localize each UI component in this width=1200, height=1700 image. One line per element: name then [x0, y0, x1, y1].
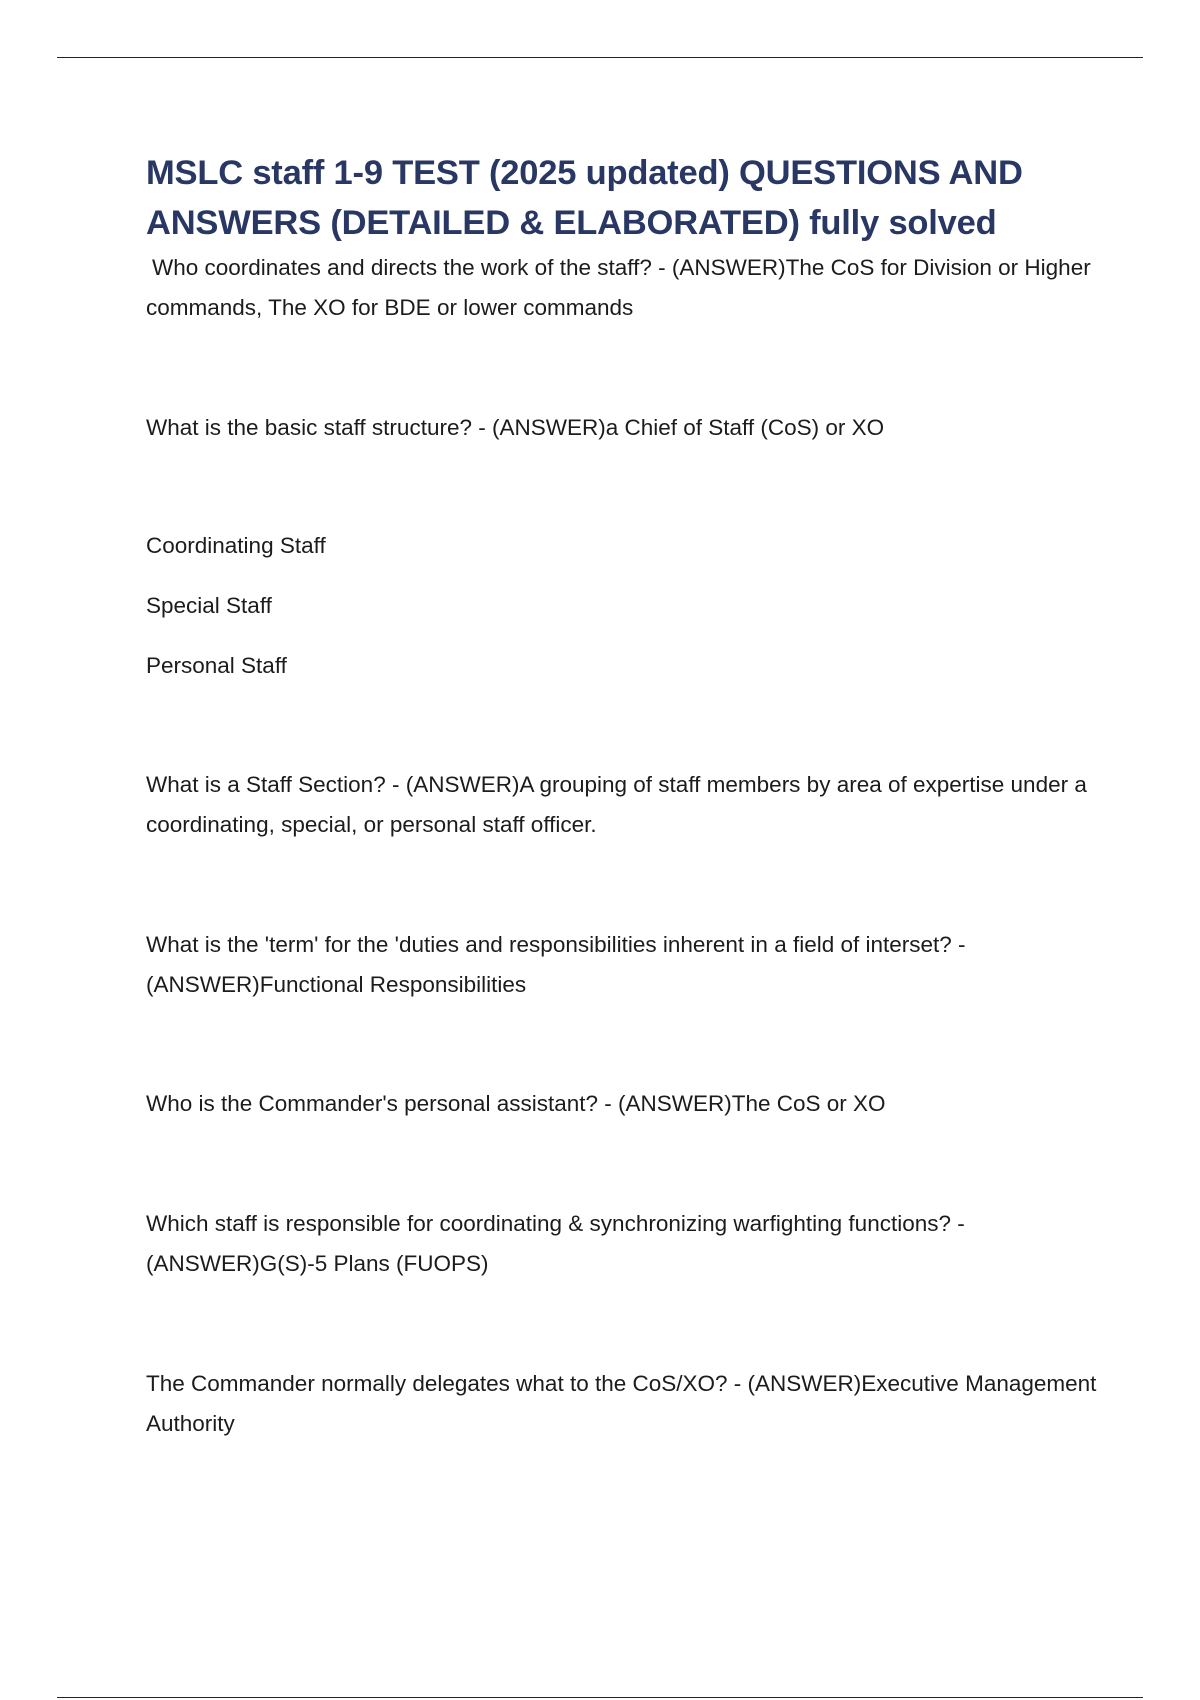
qa-item-7: The Commander normally delegates what to the CoS/XO? - (ANSWER)Executive Management Authority: [146, 1371, 1097, 1436]
qa-item-5: Who is the Commander's personal assistant? - (ANSWER)The CoS or XO: [146, 1091, 886, 1116]
footer-rule: [57, 1697, 1143, 1698]
staff-list: [146, 526, 1106, 686]
document-title: MSLC staff 1-9 TEST (2025 updated) QUESTIONS AND ANSWERS (DETAILED & ELABORATED) fully solved: [146, 154, 1023, 242]
qa-item-1: Who coordinates and directs the work of the staff? - (ANSWER)The CoS for Division or Higher commands, The XO for BDE or lower commands: [146, 255, 1091, 320]
qa-item-3: What is a Staff Section? - (ANSWER)A grouping of staff members by area of expertise under a coordinating, special, or personal staff officer.: [146, 772, 1087, 837]
document-body: [146, 148, 1106, 1444]
qa-item-4: What is the 'term' for the 'duties and responsibilities inherent in a field of interset? - (ANSWER)Functional Responsibilities: [146, 932, 966, 997]
qa-item-6: Which staff is responsible for coordinating & synchronizing warfighting functions? - (ANSWER)G(S)-5 Plans (FUOPS): [146, 1211, 965, 1276]
qa-item-2: What is the basic staff structure? - (ANSWER)a Chief of Staff (CoS) or XO: [146, 415, 885, 440]
header-rule: [57, 57, 1143, 58]
staff-list-item-special: Special Staff: [146, 593, 272, 618]
staff-list-item-coordinating: Coordinating Staff: [146, 533, 326, 558]
staff-list-item-personal: Personal Staff: [146, 653, 287, 678]
